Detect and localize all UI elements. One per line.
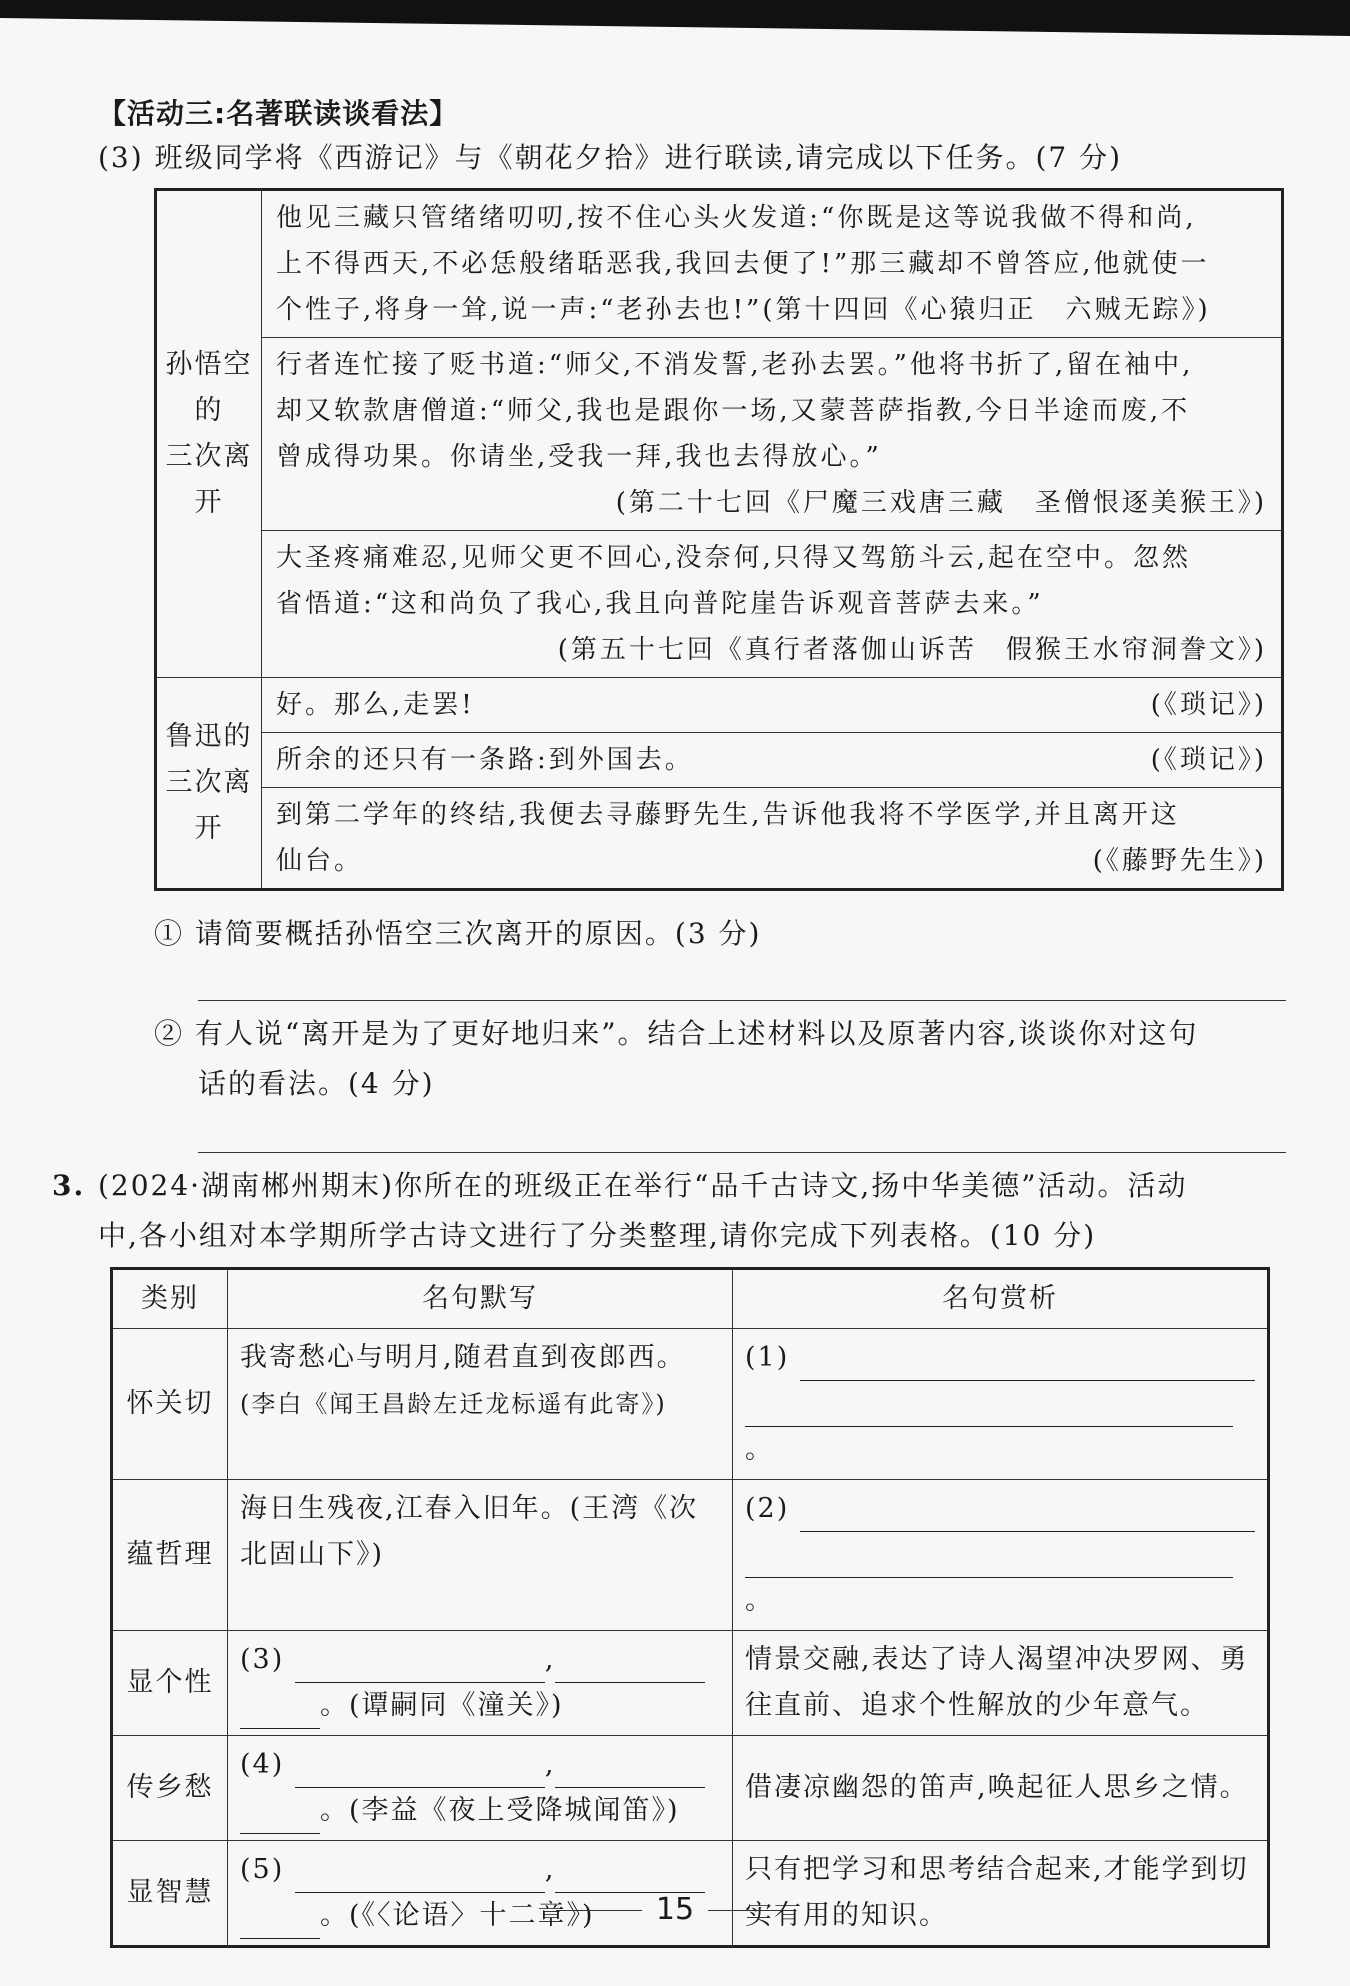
category-cell: 蕴哲理 bbox=[112, 1480, 228, 1631]
blank-number: (1) bbox=[745, 1342, 790, 1373]
quote-line: 海日生残夜,江春入旧年。(王湾《次 bbox=[240, 1493, 699, 1524]
sun-row bbox=[262, 338, 1283, 531]
question-3-line2: 中,各小组对本学期所学古诗文进行了分类整理,请你完成下列表格。(10 分) bbox=[98, 1219, 1097, 1252]
quote-line: 我寄愁心与明月,随君直到夜郎西。 bbox=[240, 1342, 686, 1373]
blank-number: (4) bbox=[240, 1749, 285, 1780]
sun-label-line: 三次离开 bbox=[165, 441, 253, 518]
poetry-table bbox=[110, 1267, 1270, 1948]
footer-rule bbox=[708, 1910, 794, 1911]
header-quote: 名句默写 bbox=[228, 1269, 733, 1329]
category-cell: 传乡愁 bbox=[112, 1736, 228, 1841]
category-cell: 显个性 bbox=[112, 1631, 228, 1736]
quote-cell bbox=[228, 1329, 733, 1480]
analysis-cell: (2) 。 bbox=[733, 1480, 1269, 1631]
category-cell: 显智慧 bbox=[112, 1841, 228, 1947]
excerpt-line: 好。那么,走罢! bbox=[276, 690, 475, 720]
header-analysis: 名句赏析 bbox=[733, 1269, 1269, 1329]
excerpt-line: 曾成得功果。你请坐,受我一拜,我也去得放心。” bbox=[276, 442, 882, 472]
excerpt-line: 个性子,将身一耸,说一声:“老孙去也!”(第十四回《心猿归正 六贼无踪》) bbox=[276, 295, 1211, 325]
analysis-cell: (1) 。 bbox=[733, 1329, 1269, 1480]
blank-field[interactable] bbox=[240, 1803, 320, 1834]
analysis-cell: 借凄凉幽怨的笛声,唤起征人思乡之情。 bbox=[733, 1736, 1269, 1841]
quote-cell bbox=[228, 1480, 733, 1631]
blank-number: (5) bbox=[240, 1854, 285, 1885]
excerpt-line: 上不得西天,不必恁般绪聒恶我,我回去便了!”那三藏却不曾答应,他就使一 bbox=[276, 249, 1210, 279]
q3-intro: (3) 班级同学将《西游记》与《朝花夕拾》进行联读,请完成以下任务。(7 分) bbox=[98, 141, 1123, 174]
lu-label-line: 三次离开 bbox=[165, 767, 253, 844]
excerpt-source: (第五十七回《真行者落伽山诉苦 假猴王水帘洞誊文》) bbox=[557, 635, 1267, 665]
lu-label-line: 鲁迅的 bbox=[165, 721, 253, 752]
excerpt-source: (第二十七回《尸魔三戏唐三藏 圣僧恨逐美猴王》) bbox=[615, 488, 1267, 518]
excerpt-source: (《琐记》) bbox=[1150, 745, 1267, 775]
excerpt-source: (《琐记》) bbox=[1150, 690, 1267, 720]
sun-label-line: 孙悟空的 bbox=[165, 349, 253, 426]
sun-label-cell bbox=[156, 190, 262, 678]
excerpt-line: 大圣疼痛难忍,见师父更不回心,没奈何,只得又驾筋斗云,起在空中。忽然 bbox=[276, 543, 1192, 573]
blank-field[interactable] bbox=[555, 1862, 705, 1893]
quote-cell: (5) , 。(《〈论语〉十二章》) bbox=[228, 1841, 733, 1947]
blank-field[interactable] bbox=[555, 1757, 705, 1788]
page-footer bbox=[0, 1892, 1350, 1927]
blank-number: (2) bbox=[745, 1493, 790, 1524]
lu-row bbox=[262, 733, 1283, 788]
footer-rule bbox=[556, 1910, 642, 1911]
blank-field[interactable] bbox=[745, 1547, 1233, 1578]
excerpt-line: 行者连忙接了贬书道:“师父,不消发誓,老孙去罢。”他将书折了,留在袖中, bbox=[276, 350, 1194, 380]
quote-source: 。(李益《夜上受降城闻笛》) bbox=[320, 1795, 680, 1826]
quote-source: 。(《〈论语〉十二章》) bbox=[320, 1900, 595, 1931]
blank-field[interactable] bbox=[800, 1501, 1255, 1532]
blank-field[interactable] bbox=[295, 1757, 545, 1788]
section-title: 【活动三:名著联读谈看法】 bbox=[98, 97, 459, 130]
question-3-line1: (2024·湖南郴州期末)你所在的班级正在举行“品千古诗文,扬中华美德”活动。活动 bbox=[98, 1169, 1188, 1202]
quote-line: 北固山下》) bbox=[240, 1539, 385, 1570]
sub-question-2-line2: 话的看法。(4 分) bbox=[198, 1067, 435, 1100]
quote-source: (李白《闻王昌龄左迁龙标遥有此寄》) bbox=[240, 1390, 667, 1418]
header-category: 类别 bbox=[112, 1269, 228, 1329]
blank-field[interactable] bbox=[745, 1396, 1233, 1427]
category-cell: 怀关切 bbox=[112, 1329, 228, 1480]
excerpt-source: (《藤野先生》) bbox=[1092, 846, 1267, 876]
blank-field[interactable] bbox=[295, 1862, 545, 1893]
sub-question-2-line1: ② 有人说“离开是为了更好地归来”。结合上述材料以及原著内容,谈谈你对这句 bbox=[154, 1017, 1199, 1050]
answer-line[interactable] bbox=[198, 1000, 1286, 1001]
quote-cell: (4) , 。(李益《夜上受降城闻笛》) bbox=[228, 1736, 733, 1841]
excerpt-line: 省悟道:“这和尚负了我心,我且向普陀崖告诉观音菩萨去来。” bbox=[276, 589, 1044, 619]
excerpt-line: 却又软款唐僧道:“师父,我也是跟你一场,又蒙菩萨指教,今日半途而废,不 bbox=[276, 396, 1191, 426]
analysis-cell: 只有把学习和思考结合起来,才能学到切实有用的知识。 bbox=[733, 1841, 1269, 1947]
lu-row bbox=[262, 678, 1283, 733]
blank-field[interactable] bbox=[800, 1350, 1255, 1381]
quote-source: 。(谭嗣同《潼关》) bbox=[320, 1690, 564, 1721]
analysis-cell: 情景交融,表达了诗人渴望冲决罗网、勇往直前、追求个性解放的少年意气。 bbox=[733, 1631, 1269, 1736]
sub-question-1: ① 请简要概括孙悟空三次离开的原因。(3 分) bbox=[154, 917, 762, 950]
page-number: 15 bbox=[655, 1892, 695, 1927]
excerpt-line: 到第二学年的终结,我便去寻藤野先生,告诉他我将不学医学,并且离开这 bbox=[276, 800, 1180, 830]
blank-field[interactable] bbox=[240, 1698, 320, 1729]
blank-field[interactable] bbox=[295, 1652, 545, 1683]
reading-table bbox=[154, 188, 1284, 891]
excerpt-line: 仙台。 bbox=[276, 846, 364, 876]
page-top-edge bbox=[0, 0, 1350, 36]
blank-field[interactable] bbox=[555, 1652, 705, 1683]
blank-number: (3) bbox=[240, 1644, 285, 1675]
sun-row bbox=[262, 531, 1283, 678]
lu-row bbox=[262, 788, 1283, 890]
excerpt-line: 他见三藏只管绪绪叨叨,按不住心头火发道:“你既是这等说我做不得和尚, bbox=[276, 203, 1197, 233]
answer-line[interactable] bbox=[198, 1152, 1286, 1153]
excerpt-line: 所余的还只有一条路:到外国去。 bbox=[276, 745, 694, 775]
quote-cell: (3) , 。(谭嗣同《潼关》) bbox=[228, 1631, 733, 1736]
question-number: 3. bbox=[52, 1169, 86, 1202]
sun-row bbox=[262, 190, 1283, 338]
lu-label-cell bbox=[156, 678, 262, 890]
